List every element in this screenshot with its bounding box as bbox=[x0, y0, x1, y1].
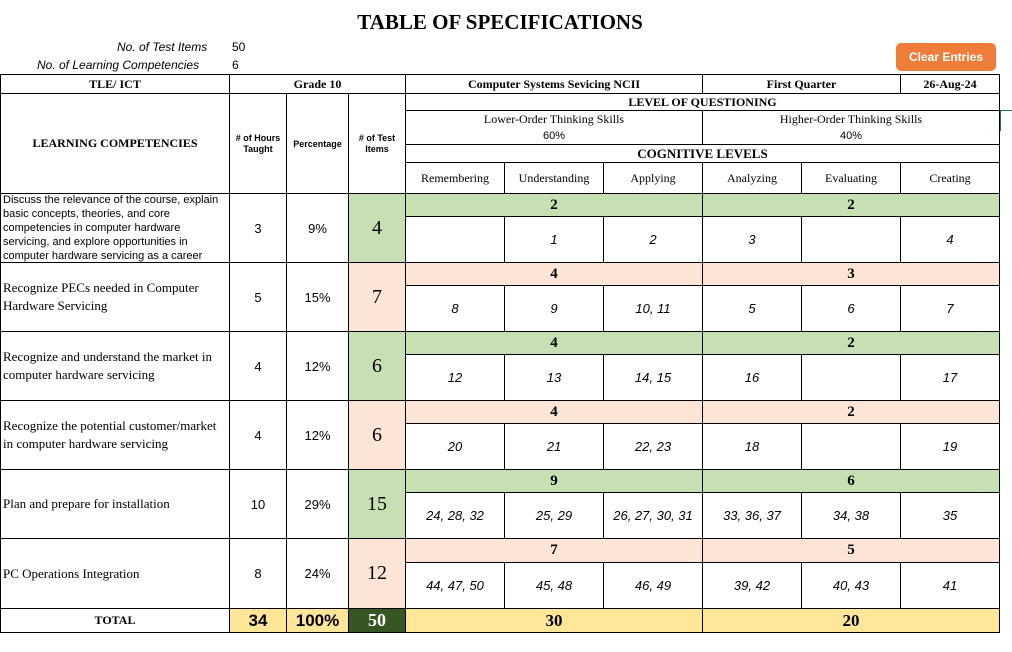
item-cell-applying[interactable]: 2 bbox=[603, 216, 703, 263]
total-hots: 20 bbox=[702, 608, 1000, 633]
lots-count-cell: 2 bbox=[405, 193, 703, 217]
hots-count-cell: 5 bbox=[702, 538, 1000, 563]
total-label: TOTAL bbox=[0, 608, 230, 633]
page-title: TABLE OF SPECIFICATIONS bbox=[357, 10, 643, 34]
hours-cell[interactable]: 4 bbox=[229, 331, 287, 401]
percentage-header: Percentage bbox=[286, 93, 349, 194]
total-lots: 30 bbox=[405, 608, 703, 633]
test-items-value: 50 bbox=[232, 40, 246, 54]
course-cell[interactable]: Computer Systems Sevicing NCII bbox=[405, 74, 703, 94]
item-cell-understanding[interactable]: 45, 48 bbox=[504, 562, 604, 609]
test-items-label: No. of Test Items bbox=[117, 40, 208, 54]
cognitive-levels-header: COGNITIVE LEVELS bbox=[405, 144, 1000, 163]
competencies-count-label: No. of Learning Competencies bbox=[37, 58, 200, 72]
hots-header: Higher-Order Thinking Skills bbox=[702, 110, 1000, 128]
hots-count-cell: 2 bbox=[702, 331, 1000, 355]
item-cell-understanding[interactable]: 21 bbox=[504, 423, 604, 470]
level-header-creating: Creating bbox=[900, 162, 1000, 194]
item-cell-creating[interactable]: 17 bbox=[900, 354, 1000, 401]
quarter-cell[interactable]: First Quarter bbox=[702, 74, 901, 94]
item-cell-applying[interactable]: 26, 27, 30, 31 bbox=[603, 492, 703, 539]
item-cell-evaluating[interactable] bbox=[801, 354, 901, 401]
percentage-cell: 12% bbox=[286, 400, 349, 470]
item-cell-understanding[interactable]: 9 bbox=[504, 285, 604, 332]
lots-count-cell: 4 bbox=[405, 400, 703, 424]
hours-cell[interactable]: 3 bbox=[229, 193, 287, 263]
competencies-header: LEARNING COMPETENCIES bbox=[0, 93, 230, 194]
test-items-cell: 15 bbox=[348, 469, 406, 539]
item-cell-remembering[interactable]: 44, 47, 50 bbox=[405, 562, 505, 609]
item-cell-remembering[interactable]: 24, 28, 32 bbox=[405, 492, 505, 539]
item-cell-applying[interactable]: 22, 23 bbox=[603, 423, 703, 470]
lots-count-cell: 4 bbox=[405, 262, 703, 286]
test-items-cell: 7 bbox=[348, 262, 406, 332]
item-cell-creating[interactable]: 7 bbox=[900, 285, 1000, 332]
grade-cell[interactable]: Grade 10 bbox=[229, 74, 406, 94]
item-cell-creating[interactable]: 19 bbox=[900, 423, 1000, 470]
date-cell[interactable]: 26-Aug-24 bbox=[900, 74, 1000, 94]
selected-cell-indicator bbox=[1000, 110, 1012, 131]
level-header-understanding: Understanding bbox=[504, 162, 604, 194]
competencies-count-value: 6 bbox=[232, 58, 239, 72]
item-cell-analyzing[interactable]: 5 bbox=[702, 285, 802, 332]
item-cell-understanding[interactable]: 25, 29 bbox=[504, 492, 604, 539]
percentage-cell: 15% bbox=[286, 262, 349, 332]
total-hours: 34 bbox=[229, 608, 287, 633]
competency-cell[interactable]: Discuss the relevance of the course, explain basic concepts, theories, and core competencies in computer hardware servicing, and explore opportunities in computer hardware servicing as a career bbox=[0, 193, 230, 263]
item-cell-analyzing[interactable]: 39, 42 bbox=[702, 562, 802, 609]
hots-count-cell: 6 bbox=[702, 469, 1000, 493]
level-of-questioning-header: LEVEL OF QUESTIONING bbox=[405, 93, 1000, 111]
total-test-items: 50 bbox=[348, 608, 406, 633]
competency-cell[interactable]: Recognize PECs needed in Computer Hardware Servicing bbox=[0, 262, 230, 332]
level-header-evaluating: Evaluating bbox=[801, 162, 901, 194]
test-items-cell: 4 bbox=[348, 193, 406, 263]
hours-cell[interactable]: 8 bbox=[229, 538, 287, 609]
item-cell-remembering[interactable] bbox=[405, 216, 505, 263]
lots-count-cell: 7 bbox=[405, 538, 703, 563]
lots-header: Lower-Order Thinking Skills bbox=[405, 110, 703, 128]
test-items-cell: 12 bbox=[348, 538, 406, 609]
competency-cell[interactable]: Recognize the potential customer/market in computer hardware servicing bbox=[0, 400, 230, 470]
lots-count-cell: 4 bbox=[405, 331, 703, 355]
item-cell-analyzing[interactable]: 18 bbox=[702, 423, 802, 470]
item-cell-applying[interactable]: 10, 11 bbox=[603, 285, 703, 332]
hours-cell[interactable]: 4 bbox=[229, 400, 287, 470]
level-header-remembering: Remembering bbox=[405, 162, 505, 194]
competency-cell[interactable]: Recognize and understand the market in computer hardware servicing bbox=[0, 331, 230, 401]
hours-header: # of Hours Taught bbox=[229, 93, 287, 194]
hots-count-cell: 3 bbox=[702, 262, 1000, 286]
percentage-cell: 9% bbox=[286, 193, 349, 263]
item-cell-evaluating[interactable] bbox=[801, 423, 901, 470]
item-cell-evaluating[interactable]: 34, 38 bbox=[801, 492, 901, 539]
test-items-cell: 6 bbox=[348, 331, 406, 401]
test-items-header: # of Test Items bbox=[348, 93, 406, 194]
percentage-cell: 29% bbox=[286, 469, 349, 539]
level-header-analyzing: Analyzing bbox=[702, 162, 802, 194]
hours-cell[interactable]: 5 bbox=[229, 262, 287, 332]
item-cell-remembering[interactable]: 8 bbox=[405, 285, 505, 332]
lots-count-cell: 9 bbox=[405, 469, 703, 493]
percentage-cell: 12% bbox=[286, 331, 349, 401]
item-cell-understanding[interactable]: 1 bbox=[504, 216, 604, 263]
item-cell-evaluating[interactable] bbox=[801, 216, 901, 263]
item-cell-evaluating[interactable]: 6 bbox=[801, 285, 901, 332]
item-cell-understanding[interactable]: 13 bbox=[504, 354, 604, 401]
hours-cell[interactable]: 10 bbox=[229, 469, 287, 539]
total-percentage: 100% bbox=[286, 608, 349, 633]
item-cell-analyzing[interactable]: 33, 36, 37 bbox=[702, 492, 802, 539]
item-cell-evaluating[interactable]: 40, 43 bbox=[801, 562, 901, 609]
test-items-cell: 6 bbox=[348, 400, 406, 470]
item-cell-remembering[interactable]: 20 bbox=[405, 423, 505, 470]
hots-percent: 40% bbox=[702, 127, 1000, 145]
level-header-applying: Applying bbox=[603, 162, 703, 194]
competency-cell[interactable]: Plan and prepare for installation bbox=[0, 469, 230, 539]
clear-entries-button[interactable]: Clear Entries bbox=[896, 43, 996, 71]
hots-count-cell: 2 bbox=[702, 193, 1000, 217]
item-cell-creating[interactable]: 4 bbox=[900, 216, 1000, 263]
subject-cell[interactable]: TLE/ ICT bbox=[0, 74, 230, 94]
hots-count-cell: 2 bbox=[702, 400, 1000, 424]
lots-percent: 60% bbox=[405, 127, 703, 145]
item-cell-applying[interactable]: 46, 49 bbox=[603, 562, 703, 609]
item-cell-analyzing[interactable]: 16 bbox=[702, 354, 802, 401]
item-cell-applying[interactable]: 14, 15 bbox=[603, 354, 703, 401]
percentage-cell: 24% bbox=[286, 538, 349, 609]
item-cell-remembering[interactable]: 12 bbox=[405, 354, 505, 401]
item-cell-creating[interactable]: 35 bbox=[900, 492, 1000, 539]
competency-cell[interactable]: PC Operations Integration bbox=[0, 538, 230, 609]
item-cell-analyzing[interactable]: 3 bbox=[702, 216, 802, 263]
item-cell-creating[interactable]: 41 bbox=[900, 562, 1000, 609]
